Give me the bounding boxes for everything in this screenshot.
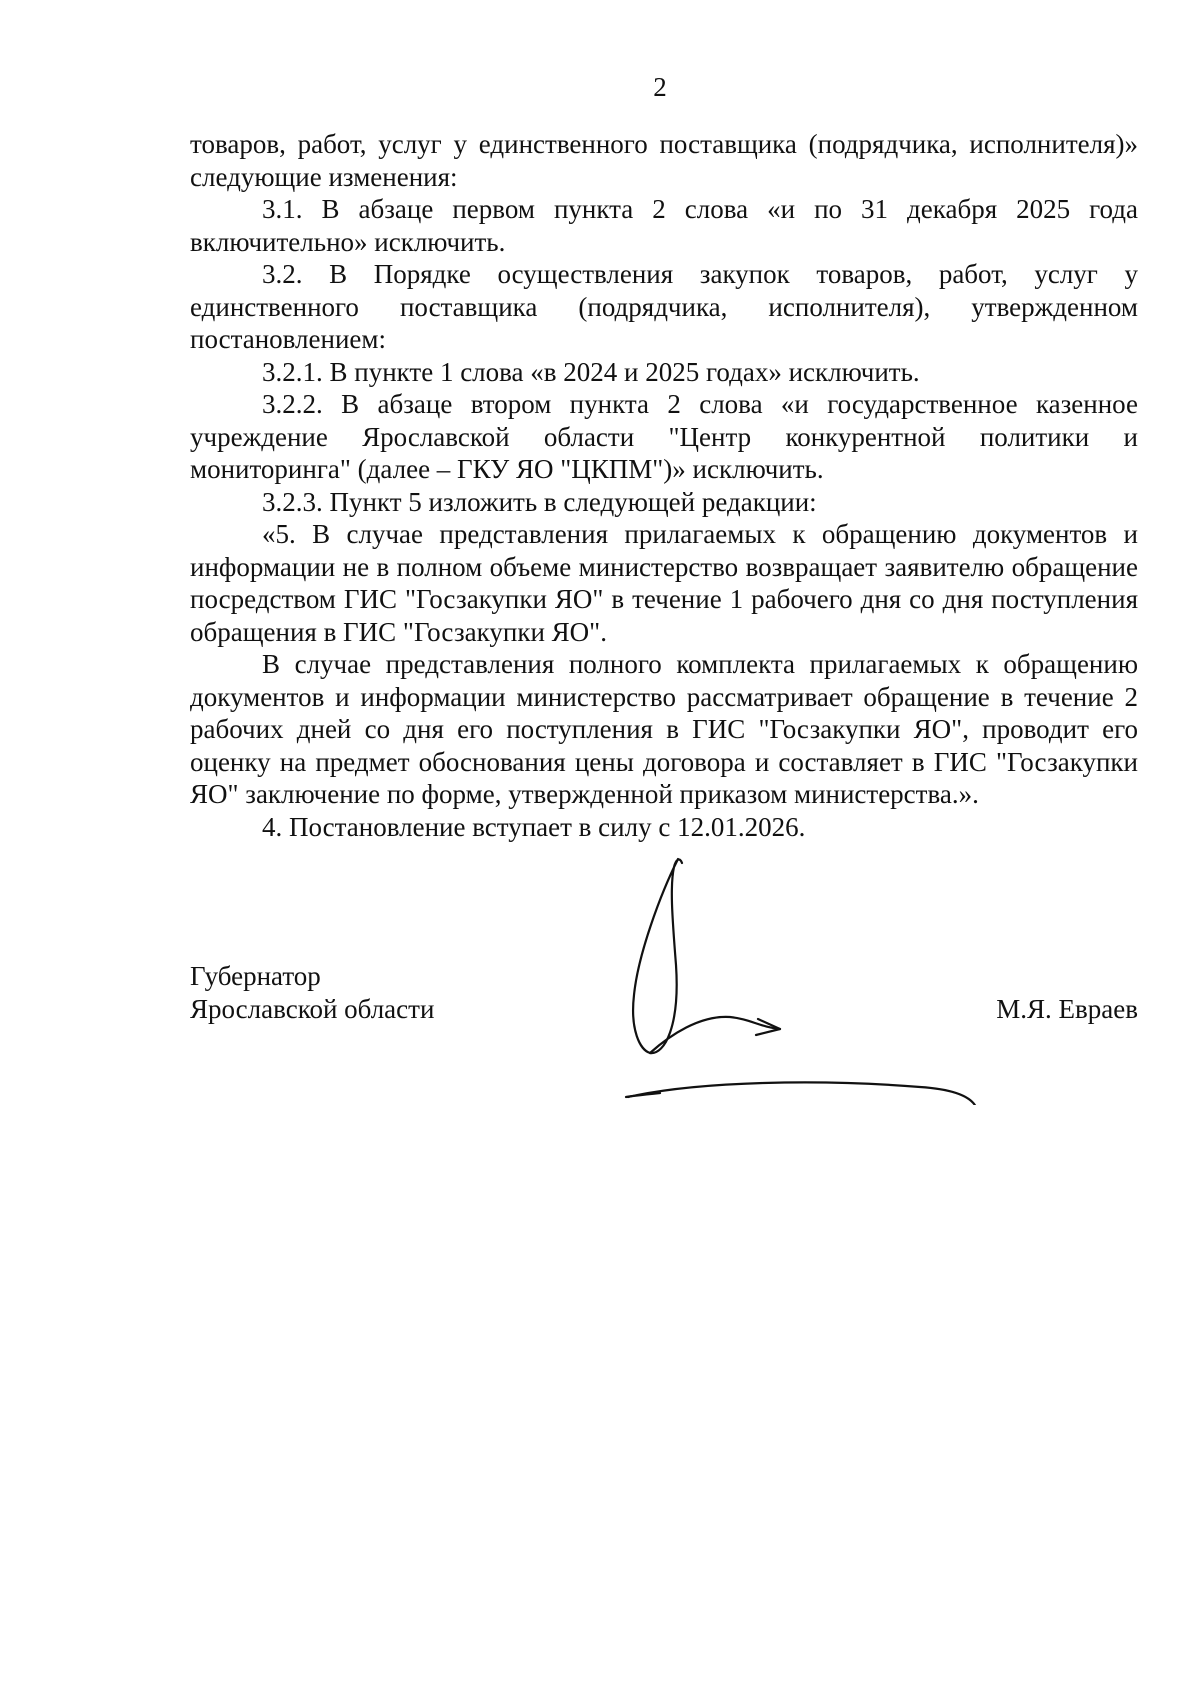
- signatory-title: [190, 960, 434, 1025]
- paragraph-3-2-1: 3.2.1. В пункте 1 слова «в 2024 и 2025 годах» исключить.: [262, 356, 920, 387]
- paragraph-3-2: 3.2. В Порядке осуществления закупок товаров, работ, услуг у единственного поставщика (подрядчика, исполнителя), утвержденном постановлением:: [190, 259, 1138, 354]
- paragraph-3-1: 3.1. В абзаце первом пункта 2 слова «и по 31 декабря 2025 года включительно» исключить.: [190, 194, 1138, 257]
- paragraph-point-5-continued: В случае представления полного комплекта прилагаемых к обращению документов и информации министерство рассматривает обращение в течение 2 рабочих дней со дня его поступления в ГИС "Госзакупки ЯО", проводит его оценку на предмет обоснования цены договора и составляет в ГИС "Госзакупки ЯО" заключение по форме, утвержденной приказом министерства.».: [190, 649, 1138, 809]
- signatory-name: М.Я. Евраев: [996, 993, 1138, 1024]
- paragraph-3-2-3: 3.2.3. Пункт 5 изложить в следующей редакции:: [262, 486, 817, 517]
- handwritten-signature: [620, 845, 1040, 1105]
- paragraph-3-2-2: 3.2.2. В абзаце втором пункта 2 слова «и государственное казенное учреждение Ярославской области "Центр конкурентной политики и мониторинга" (далее – ГКУ ЯО "ЦКПМ")» исключить.: [190, 389, 1138, 484]
- page-number: 2: [653, 72, 667, 102]
- signatory-title-line2: Ярославской области: [190, 993, 435, 1024]
- signatory-title-line1: Губернатор: [190, 961, 321, 991]
- paragraph-point-5: «5. В случае представления прилагаемых к обращению документов и информации не в полном объеме министерство возвращает заявителю обращение посредством ГИС "Госзакупки ЯО" в течение 1 рабочего дня со дня поступления обращения в ГИС "Госзакупки ЯО".: [190, 519, 1138, 647]
- document-body: [190, 128, 1138, 843]
- paragraph-4: 4. Постановление вступает в силу с 12.01.2026.: [262, 811, 806, 842]
- paragraph-continuation: товаров, работ, услуг у единственного поставщика (подрядчика, исполнителя)» следующие изменения:: [190, 129, 1138, 192]
